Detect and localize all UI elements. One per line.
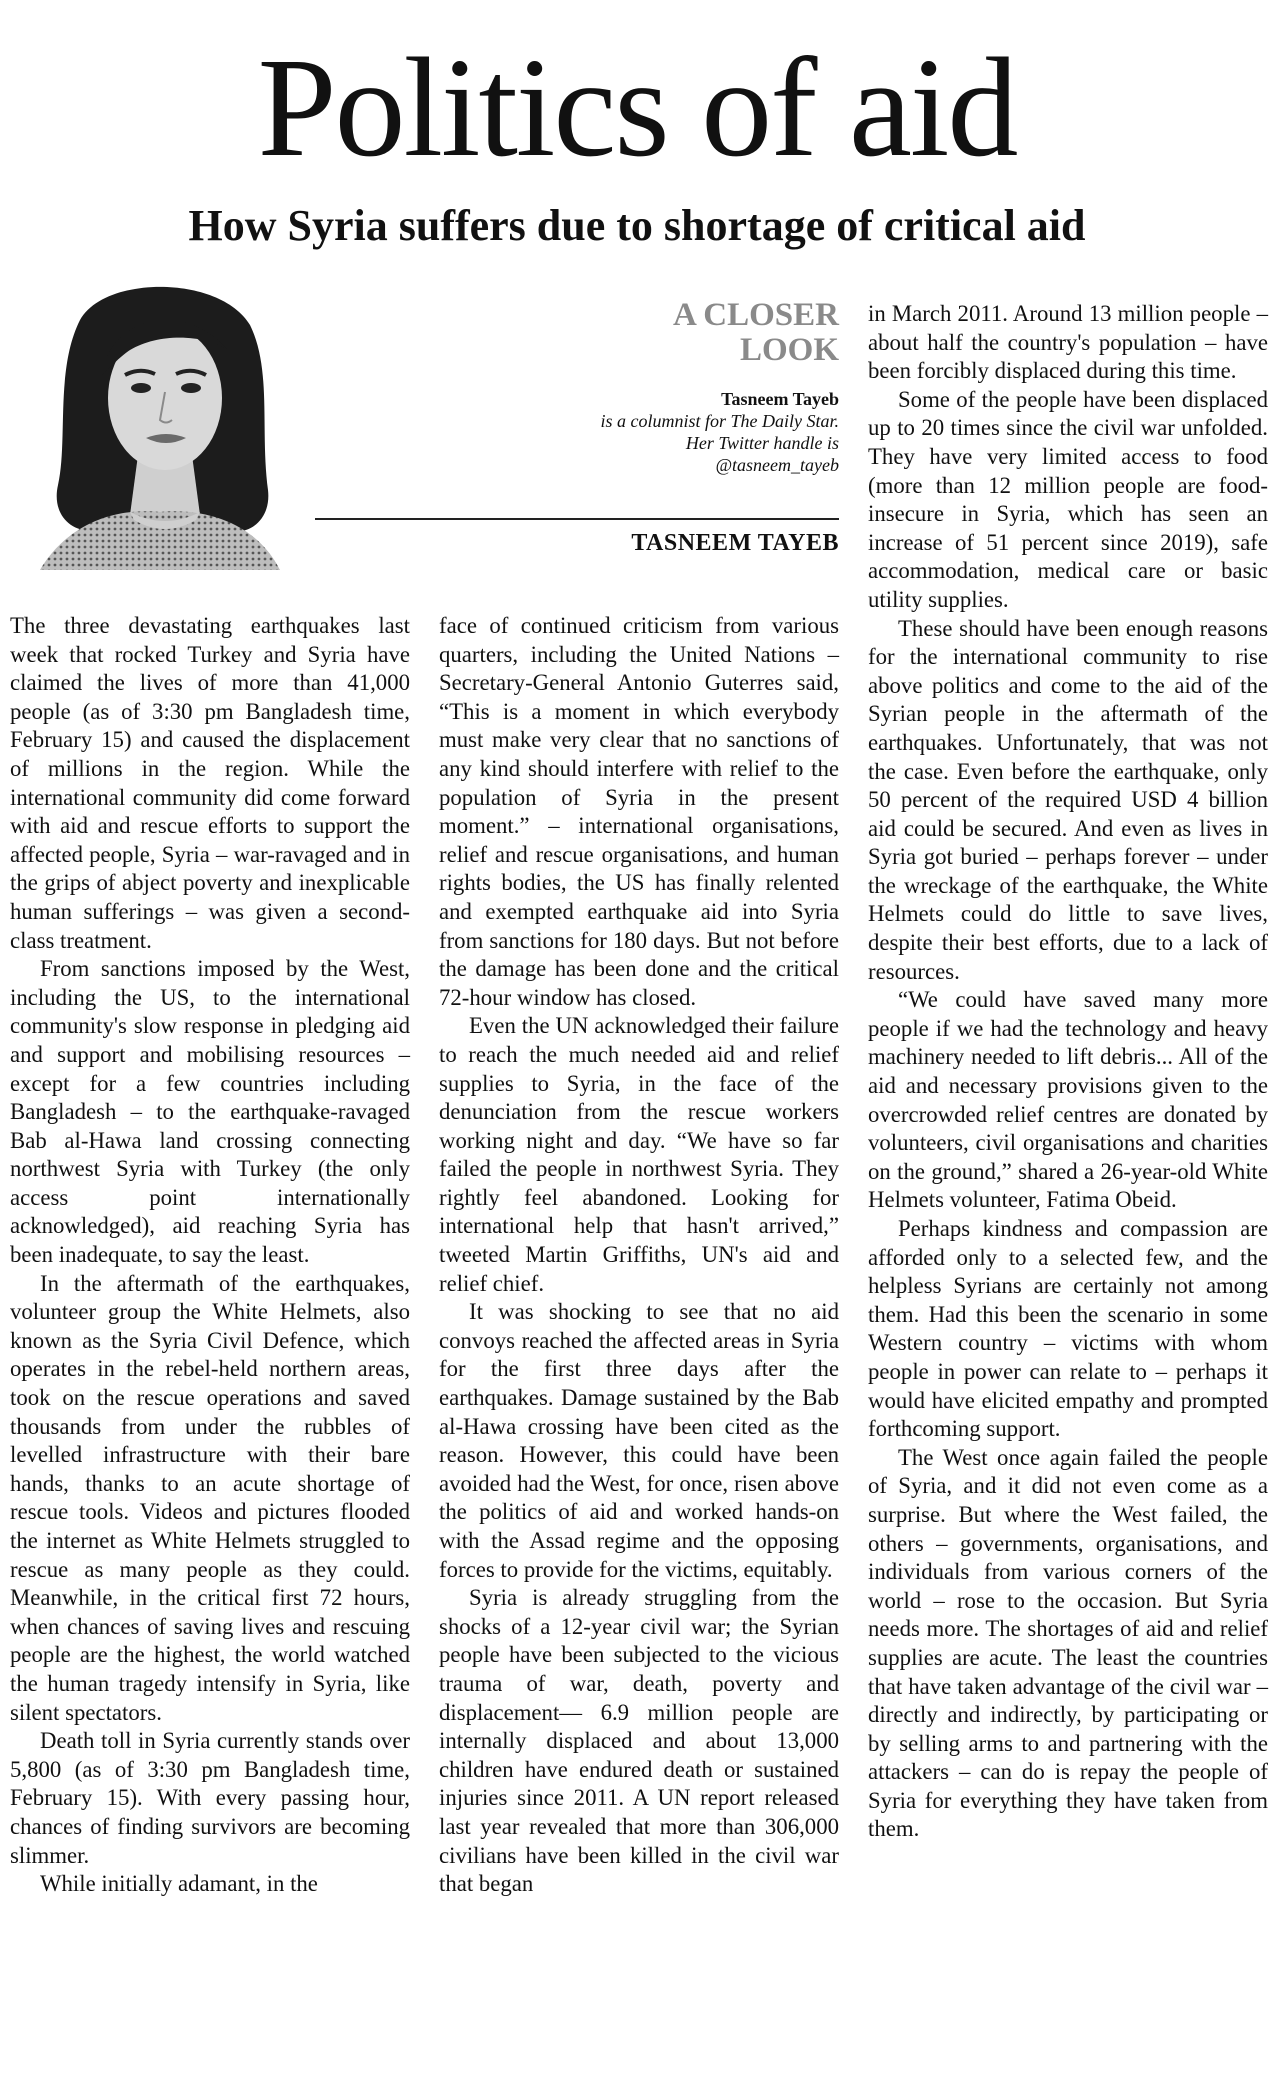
paragraph: It was shocking to see that no aid convoys reached the affected areas in Syria for the first three days after the earthquakes. Damage sustained by the Bab al-Hawa crossing have been cited as the reason. However, this could have been avoided had the West, for once, risen above the politics of aid and worked hands-on with the Assad regime and the opposing forces to provide for the victims, equitably. <box>439 1299 839 1582</box>
article-column-1 <box>10 612 410 1899</box>
article-column-2 <box>439 612 839 1899</box>
byline: TASNEEM TAYEB <box>631 530 839 556</box>
column-label: A CLOSER LOOK <box>673 297 839 368</box>
paragraph: Perhaps kindness and compassion are afforded only to a selected few, and the helpless Syrians are certainly not among them. Had this been the scenario in some Western country – victims with whom people in power can relate to – perhaps it would have elicited empathy and prompted forthcoming support. <box>868 1216 1268 1442</box>
paragraph: face of continued criticism from various quarters, including the United Nations – Secretary-General Antonio Guterres said, “This is a moment in which everybody must make very clear that no sanctions of any kind should interfere with relief to the population of Syria in the present moment.” – international organisations, relief and rescue organisations, and human rights bodies, the US has finally relented and exempted earthquake aid into Syria from sanctions for 180 days. But not before the damage has been done and the critical 72-hour window has closed. <box>439 613 839 1010</box>
byline-divider <box>315 518 839 520</box>
author-portrait <box>10 280 310 570</box>
headline: Politics of aid <box>257 28 1017 186</box>
article-column-3 <box>868 300 1268 1844</box>
paragraph: These should have been enough reasons for the international community to rise above politics and come to the aid of the Syrian people in the aftermath of the earthquakes. Unfortunately, that was not the case. Even before the earthquake, only 50 percent of the required USD 4 billion aid could be secured. And even as lives in Syria got buried – perhaps forever – under the wreckage of the earthquake, the White Helmets could do little to save lives, despite their best efforts, due to a lack of resources. <box>868 615 1268 984</box>
paragraph: In the aftermath of the earthquakes, volunteer group the White Helmets, also known as the Syria Civil Defence, which operates in the rebel-held northern areas, took on the rescue operations and saved thousands from under the rubbles of levelled infrastructure with their bare hands, thanks to an acute shortage of rescue tools. Videos and pictures flooded the internet as White Helmets struggled to rescue as many people as they could. Meanwhile, in the critical first 72 hours, when chances of saving lives and rescuing people are the highest, the world watched the human tragedy intensify in Syria, like silent spectators. <box>10 1270 410 1725</box>
author-bio: is a columnist for The Daily Star. Her Twitter handle is @tasneem_tayeb <box>600 411 839 475</box>
paragraph: Some of the people have been displaced up to 20 times since the civil war unfolded. They have very limited access to food (more than 12 million people are food-insecure in Syria, which has seen an increase of 51 percent since 2019), safe accommodation, medical care or basic utility supplies. <box>868 386 1268 612</box>
paragraph: The West once again failed the people of Syria, and it did not even come as a surprise. But where the West failed, the others – governments, organisations, and individuals from various corners of the world – rose to the occasion. But Syria needs more. The shortages of aid and relief supplies are acute. The least the countries that have taken advantage of the civil war – directly and indirectly, by participating or by selling arms to and partnering with the attackers – can do is repay the people of Syria for everything they have taken from them. <box>868 1444 1268 1842</box>
paragraph: “We could have saved many more people if we had the technology and heavy machinery needed to lift debris... All of the aid and necessary provisions given to the overcrowded relief centres are donated by volunteers, civil organisations and charities on the ground,” shared a 26-year-old White Helmets volunteer, Fatima Obeid. <box>868 987 1268 1213</box>
author-portrait-illustration <box>10 280 310 570</box>
paragraph: While initially adamant, in the <box>40 1871 318 1897</box>
paragraph: in March 2011. Around 13 million people – about half the country's population – have been forcibly displaced during this time. <box>868 301 1268 384</box>
paragraph: The three devastating earthquakes last week that rocked Turkey and Syria have claimed the lives of more than 41,000 people (as of 3:30 pm Bangladesh time, February 15) and caused the displacement of millions in the region. While the international community did come forward with aid and rescue efforts to support the affected people, Syria – war-ravaged and in the grips of abject poverty and inexplicable human sufferings – was given a second-class treatment. <box>10 613 410 953</box>
subheadline: How Syria suffers due to shortage of critical aid <box>188 201 1086 250</box>
author-name: Tasneem Tayeb <box>721 389 839 409</box>
paragraph: Death toll in Syria currently stands over 5,800 (as of 3:30 pm Bangladesh time, February 15). With every passing hour, chances of finding survivors are becoming slimmer. <box>10 1728 410 1868</box>
paragraph: Even the UN acknowledged their failure to reach the much needed aid and relief supplies to Syria, in the face of the denunciation from the rescue workers working night and day. “We have so far failed the people in northwest Syria. They rightly feel abandoned. Looking for international help that hasn't arrived,” tweeted Martin Griffiths, UN's aid and relief chief. <box>439 1013 839 1296</box>
paragraph: Syria is already struggling from the shocks of a 12-year civil war; the Syrian people have been subjected to the vicious trauma of war, death, poverty and displacement— 6.9 million people are internally displaced and about 13,000 children have endured death or sustained injuries since 2011. A UN report released last year revealed that more than 306,000 civilians have been killed in the civil war that began <box>439 1585 839 1897</box>
paragraph: From sanctions imposed by the West, including the US, to the international community's slow response in pledging aid and support and mobilising resources – except for a few countries including Bangladesh – to the earthquake-ravaged Bab al-Hawa land crossing connecting northwest Syria with Turkey (the only access point internationally acknowledged), aid reaching Syria has been inadequate, to say the least. <box>10 956 410 1268</box>
